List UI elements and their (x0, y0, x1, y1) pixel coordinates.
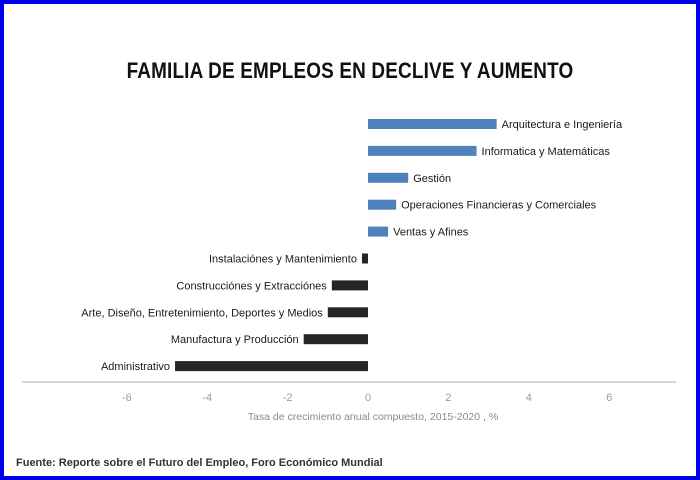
source-note: Fuente: Reporte sobre el Futuro del Empleo, Foro Económico Mundial (16, 457, 383, 469)
category-label: Informatica y Matemáticas (481, 145, 610, 158)
bar-chart (4, 4, 696, 476)
category-label: Manufactura y Producción (170, 334, 299, 347)
x-tick-label: 6 (606, 392, 613, 404)
chart-title: FAMILIA DE EMPLEOS EN DECLIVE Y AUMENTO (126, 58, 574, 83)
category-label: Instalaciónes y Mantenimiento (209, 253, 357, 266)
bar (368, 173, 408, 183)
category-label: Administrativo (100, 361, 171, 374)
x-axis-title: Tasa de crecimiento anual compuesto, 2015-2020 , % (247, 411, 499, 423)
x-tick-label: -4 (202, 392, 213, 404)
category-label: Operaciones Financieras y Comerciales (401, 199, 597, 212)
bar (368, 200, 396, 210)
bar (175, 361, 368, 371)
x-tick-label: 0 (364, 392, 372, 404)
bar (362, 254, 368, 264)
x-tick-label: 4 (525, 392, 532, 404)
category-label: Construcciónes y Extracciónes (176, 280, 327, 293)
chart-frame (4, 4, 696, 476)
bar (332, 280, 368, 290)
x-tick-label: 2 (445, 392, 452, 404)
bar (368, 119, 497, 129)
bar (368, 146, 477, 156)
bar (328, 307, 368, 317)
bar (304, 334, 368, 344)
x-tick-label: -2 (282, 392, 293, 404)
bar (368, 227, 388, 237)
x-tick-label: -6 (121, 392, 132, 404)
category-label: Ventas y Afines (393, 226, 469, 239)
category-label: Arte, Diseño, Entretenimiento, Deportes y Medios (81, 307, 323, 320)
category-label: Gestión (413, 172, 452, 185)
category-label: Arquitectura e Ingeniería (501, 119, 623, 131)
